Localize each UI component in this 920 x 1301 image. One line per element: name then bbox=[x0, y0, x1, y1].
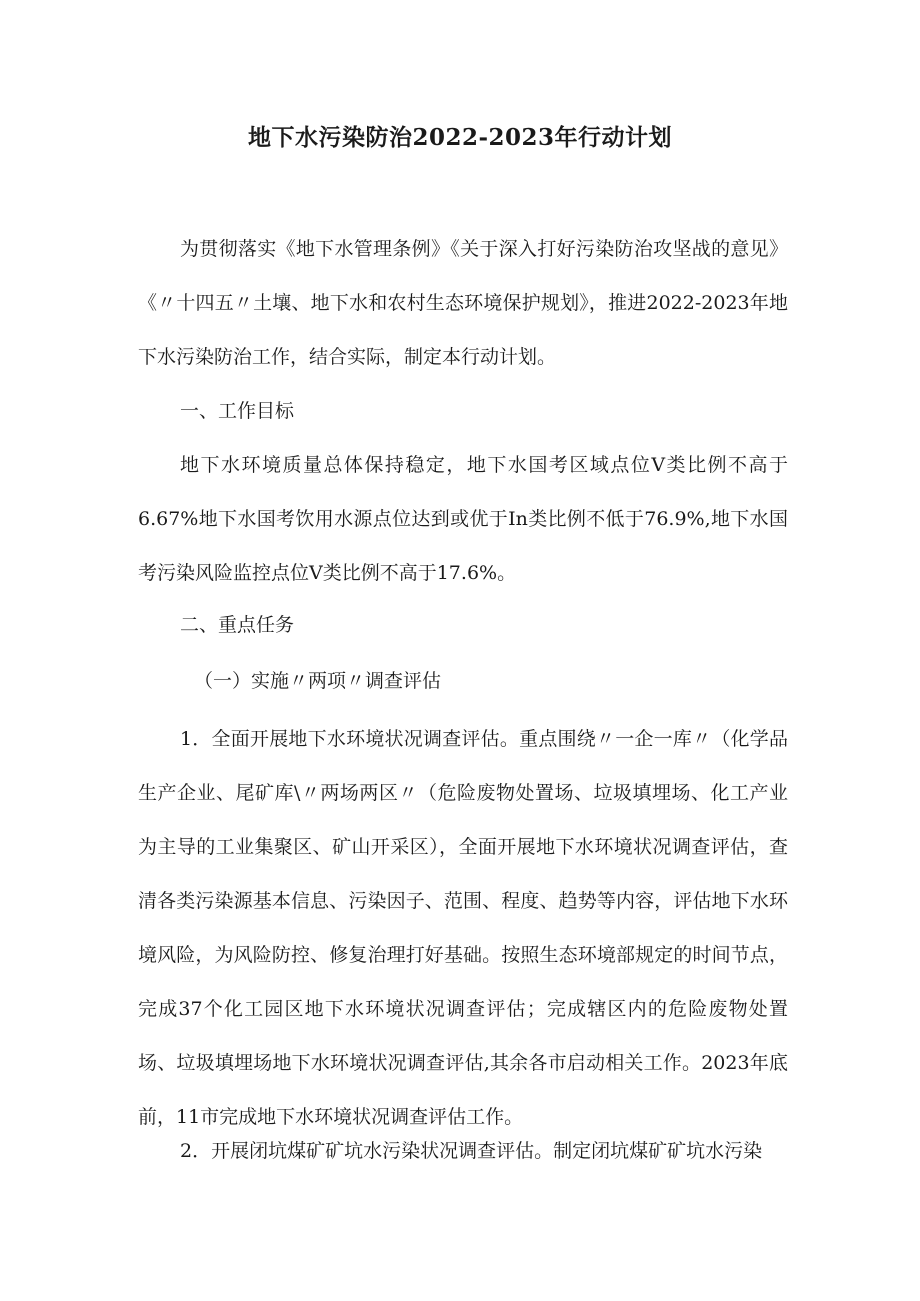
section-2-heading: 二、重点任务 bbox=[180, 614, 295, 636]
section-1-body bbox=[138, 438, 788, 600]
section-1 bbox=[138, 384, 788, 438]
item-1 bbox=[138, 712, 788, 1144]
item-2 bbox=[138, 1124, 788, 1178]
subsection-1 bbox=[138, 654, 788, 708]
section-1-heading: 一、工作目标 bbox=[180, 400, 295, 422]
section-1-text: 地下水环境质量总体保持稳定，地下水国考区域点位V类比例不高于6.67%地下水国考饮用水源点位达到或优于In类比例不低于76.9%,地下水国考污染风险监控点位V类比例不高于17.6%。 bbox=[138, 454, 788, 584]
subsection-1-heading: （一）实施〃两项〃调查评估 bbox=[194, 670, 442, 692]
intro-paragraph bbox=[138, 222, 788, 384]
item-2-text: 2．开展闭坑煤矿矿坑水污染状况调查评估。制定闭坑煤矿矿坑水污染 bbox=[180, 1140, 763, 1162]
document-title: 地下水污染防治2022-2023年行动计划 bbox=[247, 124, 673, 151]
section-2 bbox=[138, 598, 788, 652]
intro-text: 为贯彻落实《地下水管理条例》《关于深入打好污染防治攻坚战的意见》《〃十四五〃土壤、地下水和农村生态环境保护规划》，推进2022-2023年地下水污染防治工作，结合实际，制定本行动计划。 bbox=[138, 238, 788, 368]
item-1-text: 1．全面开展地下水环境状况调查评估。重点围绕〃一企一库〃（化学品生产企业、尾矿库\〃两场两区〃（危险废物处置场、垃圾填埋场、化工产业为主导的工业集聚区、矿山开采区），全面开展地下水环境状况调查评估，查清各类污染源基本信息、污染因子、范围、程度、趋势等内容，评估地下水环境风险，为风险防控、修复治理打好基础。按照生态环境部规定的时间节点，完成37个化工园区地下水环境状况调查评估；完成辖区内的危险废物处置场、垃圾填埋场地下水环境状况调查评估,其余各市启动相关工作。2023年底前，11市完成地下水环境状况调查评估工作。 bbox=[138, 728, 788, 1128]
